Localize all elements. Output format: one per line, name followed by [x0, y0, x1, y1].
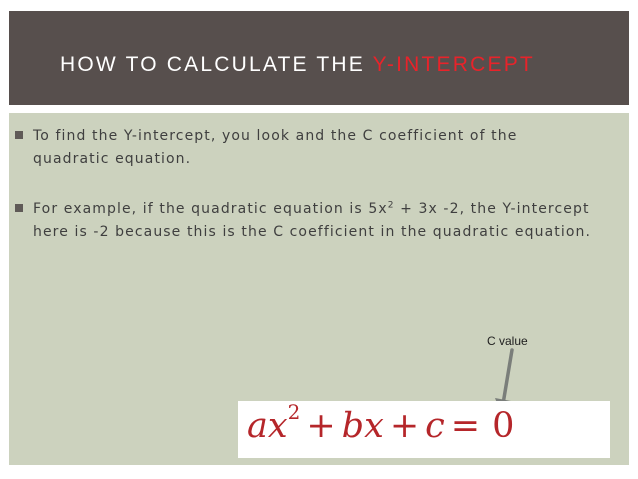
- bullet-item: [33, 198, 593, 243]
- bullet-item: [33, 125, 593, 170]
- formula-equals: =: [450, 406, 481, 446]
- title-prefix: HOW TO CALCULATE THE: [60, 53, 373, 76]
- formula-bx: bx: [341, 406, 384, 446]
- quadratic-formula: [247, 400, 520, 446]
- formula-plus: +: [306, 406, 336, 446]
- title-bar: [9, 11, 629, 105]
- formula-zero: 0: [492, 406, 515, 446]
- bullet-text: To find the Y-intercept, you look and the C coefficient of the quadratic equation.: [33, 128, 518, 167]
- bullet-square-icon: [15, 204, 23, 212]
- bullet-text: [33, 198, 593, 243]
- slide-title: [60, 53, 535, 77]
- formula-image: [238, 401, 610, 458]
- formula-ax: ax: [247, 406, 288, 446]
- bullet-square-icon: [15, 131, 23, 139]
- formula-plus: +: [389, 406, 420, 446]
- formula-c: c: [425, 406, 445, 446]
- bullet-text-before: For example, if the quadratic equation is 5x: [33, 201, 388, 217]
- c-value-label: C value: [487, 334, 528, 348]
- exponent: 2: [387, 200, 395, 211]
- title-accent: Y-INTERCEPT: [372, 53, 535, 76]
- formula-exponent: 2: [287, 400, 301, 424]
- bullet-text-after: + 3x -2, the Y-intercept here is -2 because this is the C coefficient in the quadratic equation.: [33, 201, 592, 240]
